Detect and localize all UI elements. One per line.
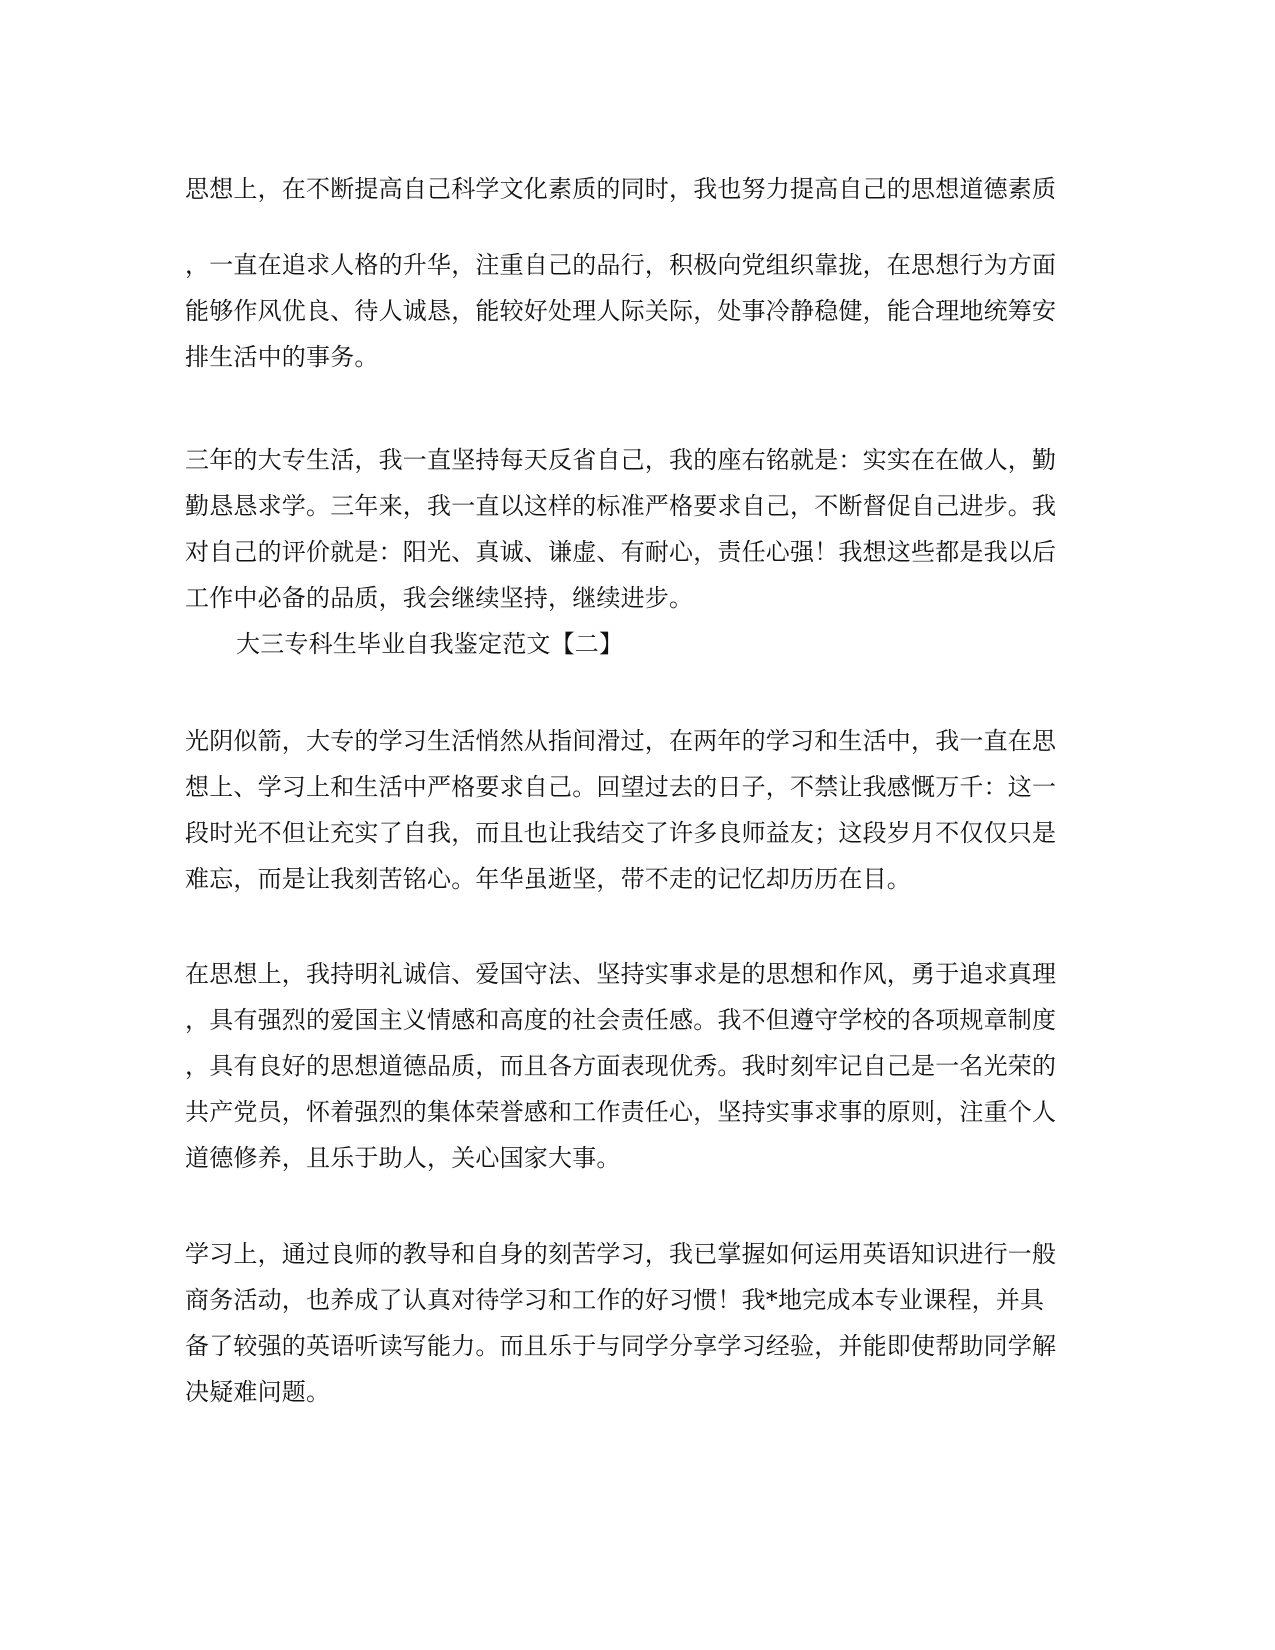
paragraph-4-line-1: 在思想上，我持明礼诚信、爱国守法、坚持实事求是的思想和作风，勇于追求真理 (185, 960, 1057, 988)
paragraph-3-line-2: 想上、学习上和生活中严格要求自己。回望过去的日子，不禁让我感慨万千：这一 (185, 773, 1057, 801)
paragraph-1-line-3: 能够作风优良、待人诚恳，能较好处理人际关际，处事冷静稳健，能合理地统筹安 (185, 297, 1057, 325)
paragraph-3-line-4: 难忘，而是让我刻苦铭心。年华虽逝坚，带不走的记忆却历历在目。 (185, 865, 911, 893)
paragraph-4-line-3: ，具有良好的思想道德品质，而且各方面表现优秀。我时刻牢记自己是一名光荣的 (185, 1052, 1057, 1080)
paragraph-5-line-3: 备了较强的英语听读写能力。而且乐于与同学分享学习经验，并能即使帮助同学解 (185, 1332, 1057, 1360)
paragraph-1-line-4: 排生活中的事务。 (185, 343, 379, 371)
paragraph-2-line-1: 三年的大专生活，我一直坚持每天反省自己，我的座右铭就是：实实在在做人，勤 (185, 446, 1057, 474)
paragraph-4-line-2: ，具有强烈的爱国主义情感和高度的社会责任感。我不但遵守学校的各项规章制度 (185, 1006, 1057, 1034)
paragraph-1-line-2: ，一直在追求人格的升华，注重自己的品行，积极向党组织靠拢，在思想行为方面 (185, 251, 1057, 279)
paragraph-2-line-4: 工作中必备的品质，我会继续坚持，继续进步。 (185, 584, 694, 612)
paragraph-1-line-1: 思想上，在不断提高自己科学文化素质的同时，我也努力提高自己的思想道德素质 (185, 175, 1057, 203)
paragraph-3-line-3: 段时光不但让充实了自我，而且也让我结交了许多良师益友；这段岁月不仅仅只是 (185, 819, 1057, 847)
paragraph-3-line-1: 光阴似箭，大专的学习生活悄然从指间滑过，在两年的学习和生活中，我一直在思 (185, 727, 1057, 755)
paragraph-2-line-3: 对自己的评价就是：阳光、真诚、谦虚、有耐心，责任心强！我想这些都是我以后 (185, 538, 1057, 566)
paragraph-5-line-1: 学习上，通过良师的教导和自身的刻苦学习，我已掌握如何运用英语知识进行一般 (185, 1240, 1057, 1268)
section-heading: 大三专科生毕业自我鉴定范文【二】 (236, 630, 624, 658)
paragraph-5-line-2: 商务活动，也养成了认真对待学习和工作的好习惯！我*地完成本专业课程，并具 (185, 1286, 1045, 1314)
paragraph-5-line-4: 决疑难问题。 (185, 1378, 331, 1406)
paragraph-4-line-4: 共产党员，怀着强烈的集体荣誉感和工作责任心，坚持实事求事的原则，注重个人 (185, 1098, 1057, 1126)
paragraph-4-line-5: 道德修养，且乐于助人，关心国家大事。 (185, 1144, 621, 1172)
paragraph-2-line-2: 勤恳恳求学。三年来，我一直以这样的标准严格要求自己，不断督促自己进步。我 (185, 492, 1057, 520)
